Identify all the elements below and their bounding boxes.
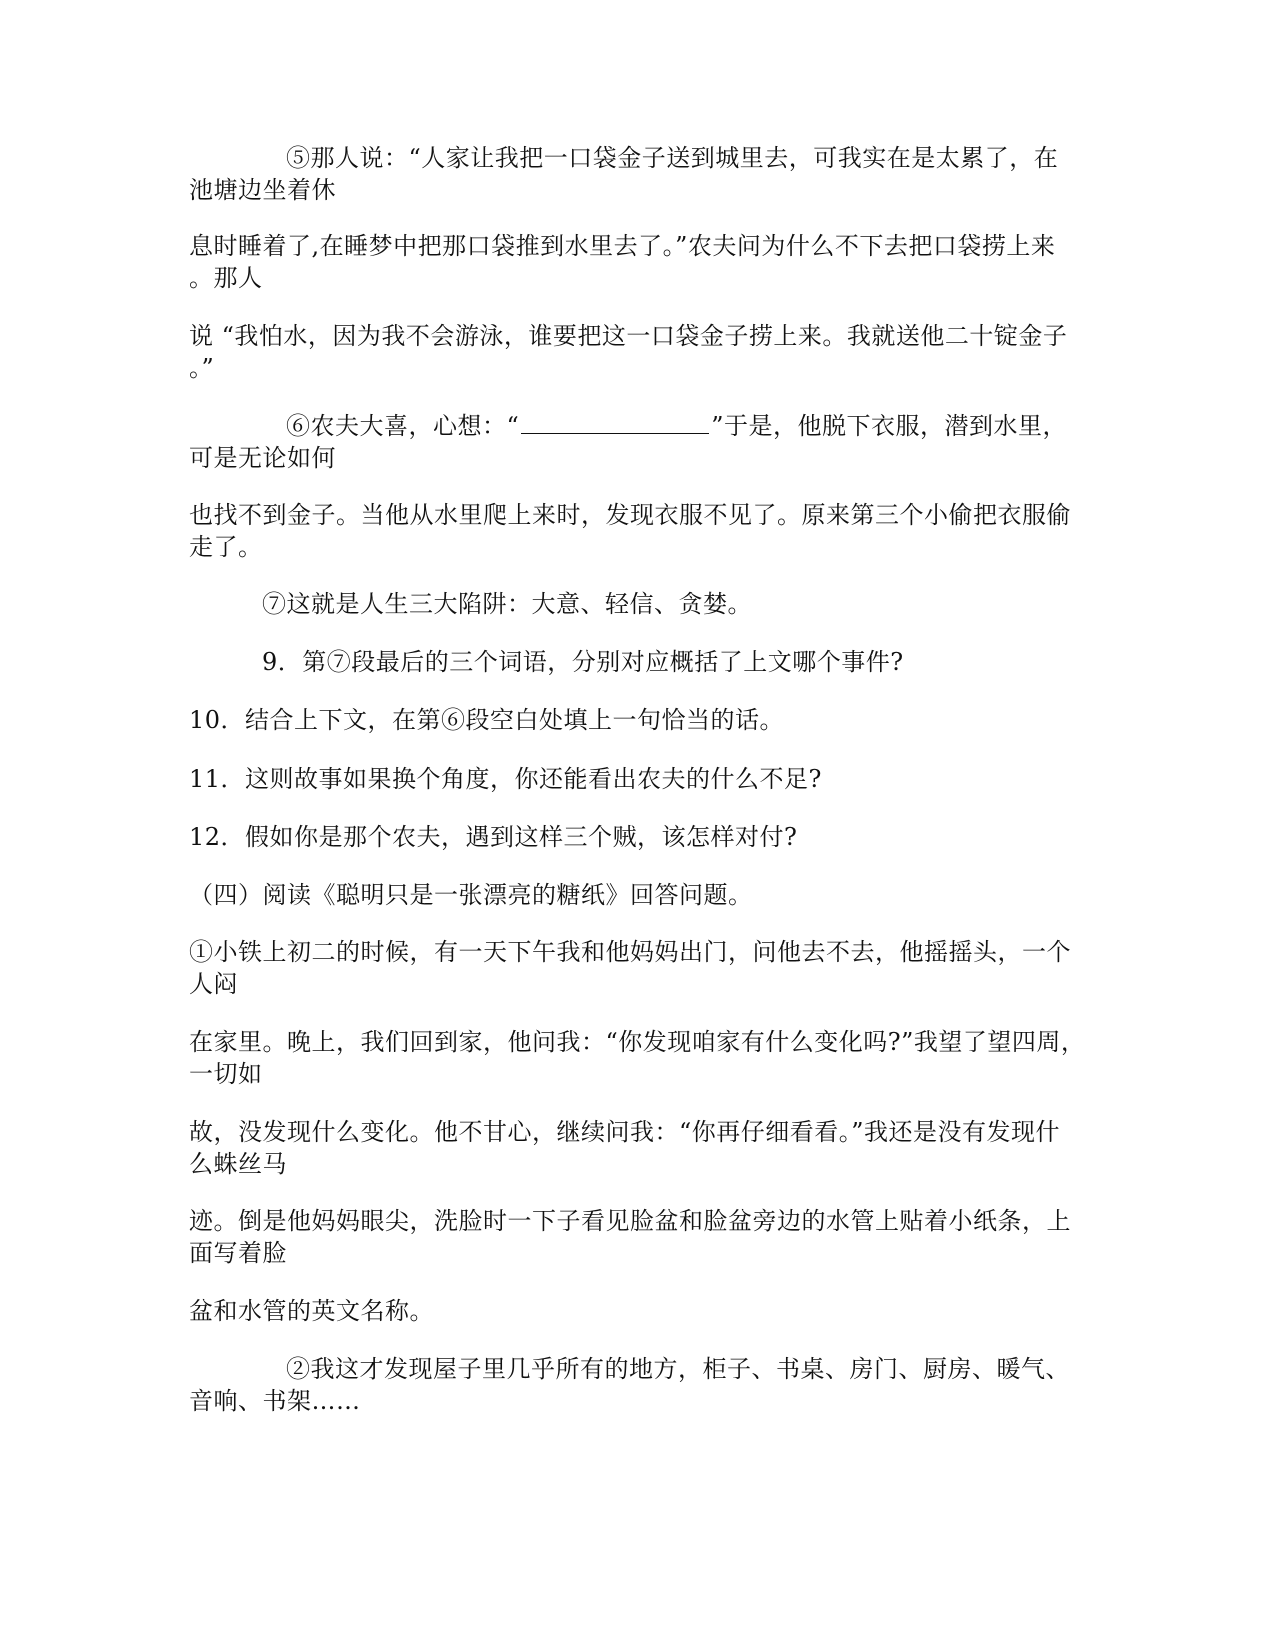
section-4-paragraph-1-line-9: 盆和水管的英文名称。 (189, 1297, 434, 1325)
paragraph-6-text-after-blank: ”于是，他脱下衣服，潜到水里， (711, 412, 1068, 440)
paragraph-6-line-2: 可是无论如何 (189, 444, 336, 472)
section-4-paragraph-1-line-6: 么蛛丝马 (189, 1150, 287, 1178)
paragraph-7: ⑦这就是人生三大陷阱：大意、轻信、贪婪。 (262, 590, 752, 618)
section-4-paragraph-1-line-4: 一切如 (189, 1060, 263, 1088)
paragraph-5-line-6: 。” (189, 354, 215, 382)
section-4-paragraph-1-line-3: 在家里。晚上，我们回到家，他问我：“你发现咱家有什么变化吗?”我望了望四周， (189, 1028, 1086, 1056)
paragraph-5-line-2: 池塘边坐着休 (189, 176, 336, 204)
paragraph-6-line-4: 走了。 (189, 533, 263, 561)
question-11: 11．这则故事如果换个角度，你还能看出农夫的什么不足? (189, 765, 822, 793)
paragraph-5-line-4: 。那人 (189, 264, 263, 292)
fill-in-blank (521, 411, 709, 434)
paragraph-6-text-before-blank: ⑥农夫大喜，心想：“ (286, 412, 520, 440)
section-4-paragraph-2-line-2: 音响、书架…… (189, 1387, 361, 1415)
paragraph-5-line-3: 息时睡着了,在睡梦中把那口袋推到水里去了。”农夫问为什么不下去把口袋捞上来 (189, 232, 1056, 260)
section-4-paragraph-2-line-1: ②我这才发现屋子里几乎所有的地方，柜子、书桌、房门、厨房、暖气、 (286, 1355, 1070, 1383)
section-4-title: （四）阅读《聪明只是一张漂亮的糖纸》回答问题。 (189, 881, 753, 909)
section-4-paragraph-1-line-8: 面写着脸 (189, 1239, 287, 1267)
question-10: 10．结合上下文，在第⑥段空白处填上一句恰当的话。 (189, 706, 785, 734)
question-9: 9．第⑦段最后的三个词语，分别对应概括了上文哪个事件? (262, 648, 904, 676)
question-12: 12．假如你是那个农夫，遇到这样三个贼，该怎样对付? (189, 823, 798, 851)
paragraph-5-line-5: 说 “我怕水，因为我不会游泳，谁要把这一口袋金子捞上来。我就送他二十锭金子 (189, 322, 1068, 350)
section-4-paragraph-1-line-1: ①小铁上初二的时候，有一天下午我和他妈妈出门，问他去不去，他摇摇头，一个 (189, 938, 1071, 966)
section-4-paragraph-1-line-2: 人闷 (189, 970, 238, 998)
paragraph-5-line-1: ⑤那人说：“人家让我把一口袋金子送到城里去，可我实在是太累了，在 (286, 144, 1059, 172)
paragraph-6-line-1 (286, 410, 1067, 442)
section-4-paragraph-1-line-7: 迹。倒是他妈妈眼尖，洗脸时一下子看见脸盆和脸盆旁边的水管上贴着小纸条，上 (189, 1207, 1071, 1235)
section-4-paragraph-1-line-5: 故，没发现什么变化。他不甘心，继续问我：“你再仔细看看。”我还是没有发现什 (189, 1118, 1061, 1146)
paragraph-6-line-3: 也找不到金子。当他从水里爬上来时，发现衣服不见了。原来第三个小偷把衣服偷 (189, 501, 1071, 529)
